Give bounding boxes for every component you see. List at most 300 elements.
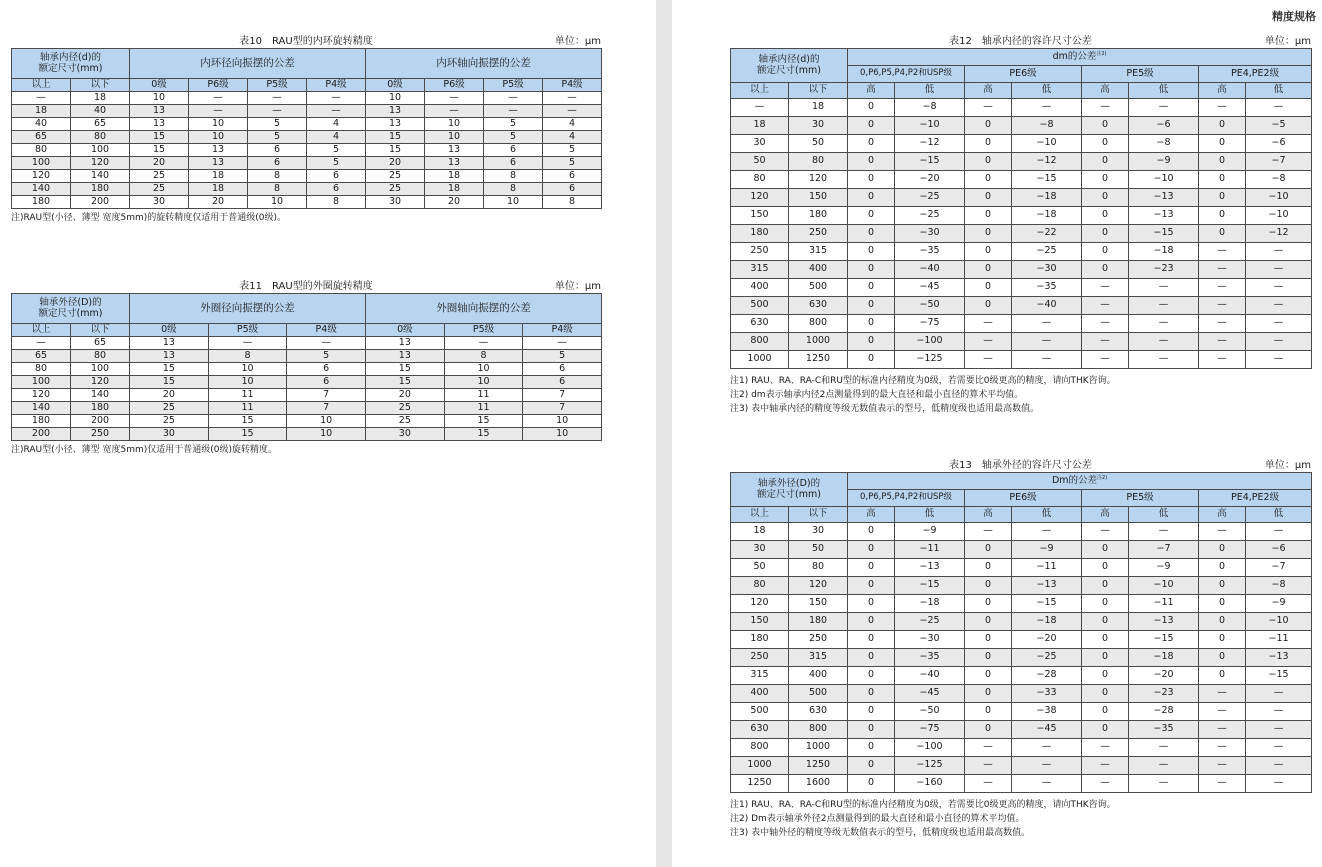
table-cell: 1000 [789, 739, 848, 757]
table-cell: −30 [895, 225, 965, 243]
table-row [731, 207, 1312, 225]
table-cell: 0 [848, 595, 895, 613]
table-cell: 180 [731, 631, 789, 649]
table-cell: −10 [895, 117, 965, 135]
table-cell: 0 [848, 757, 895, 775]
table-cell: — [543, 92, 602, 105]
table13-subheader: 以上 [731, 507, 789, 523]
table-cell: 500 [731, 703, 789, 721]
table-cell: — [1199, 775, 1246, 793]
table-cell: 80 [71, 350, 130, 363]
table-cell: 0 [848, 721, 895, 739]
table-cell: 0 [1199, 667, 1246, 685]
table-cell: −12 [1012, 153, 1082, 171]
table13-subheader: 高 [965, 507, 1012, 523]
table-cell: 315 [731, 261, 789, 279]
table-cell: −50 [895, 703, 965, 721]
table-cell: 0 [848, 667, 895, 685]
table-cell: −33 [1012, 685, 1082, 703]
table-cell: −100 [895, 739, 965, 757]
table-cell: 20 [425, 196, 484, 209]
table-cell: 120 [71, 376, 130, 389]
table13-title: 表13 轴承外径的容许尺寸公差 [949, 460, 1092, 471]
table-cell: — [1199, 297, 1246, 315]
table-cell: 0 [848, 117, 895, 135]
table-row [731, 613, 1312, 631]
table-cell: 13 [130, 118, 189, 131]
table-cell: −20 [1129, 667, 1199, 685]
table-cell: 315 [789, 649, 848, 667]
table-cell: −15 [1129, 225, 1199, 243]
table-cell: — [444, 337, 523, 350]
table-cell: 10 [444, 363, 523, 376]
table12-caption [730, 32, 1311, 45]
table-cell: — [731, 99, 789, 117]
table-cell: 0 [965, 595, 1012, 613]
table-cell: 180 [12, 415, 71, 428]
table13-group-header [848, 473, 1312, 490]
table12-subheader-row [731, 83, 1312, 99]
table-cell: 25 [130, 183, 189, 196]
table-cell: 800 [789, 315, 848, 333]
table-cell: −75 [895, 721, 965, 739]
table-row [731, 351, 1312, 369]
table-cell: — [965, 739, 1012, 757]
table-cell: — [1012, 757, 1082, 775]
table-cell: 0 [1082, 685, 1129, 703]
table-cell: 800 [731, 333, 789, 351]
table-cell: 6 [543, 170, 602, 183]
table-cell: 0 [848, 685, 895, 703]
table-cell: 0 [1082, 631, 1129, 649]
table-cell: −18 [1129, 243, 1199, 261]
table-cell: −160 [895, 775, 965, 793]
table-cell: 13 [366, 118, 425, 131]
table-cell: 630 [731, 315, 789, 333]
table-row [731, 333, 1312, 351]
table-cell: −6 [1246, 135, 1312, 153]
table-cell: — [1012, 315, 1082, 333]
table-cell: 180 [731, 225, 789, 243]
table13-note: 注3) 表中轴外径的精度等级无数值表示的型号，低精度级也适用最高数值。 [730, 828, 1031, 838]
table-cell: 0 [1082, 649, 1129, 667]
table-cell: −15 [1012, 171, 1082, 189]
table-cell: 0 [1082, 613, 1129, 631]
table-cell: 5 [248, 118, 307, 131]
table-cell: 25 [366, 415, 445, 428]
table-cell: −10 [1129, 577, 1199, 595]
table-cell: — [1129, 775, 1199, 793]
table-cell: −13 [1129, 613, 1199, 631]
table-cell: — [1246, 757, 1312, 775]
table-cell: — [287, 337, 366, 350]
table-cell: — [1129, 351, 1199, 369]
table-cell: 13 [189, 157, 248, 170]
table-cell: −35 [1012, 279, 1082, 297]
table10-subheader: P5级 [248, 79, 307, 92]
table-row [731, 685, 1312, 703]
table-cell: −12 [895, 135, 965, 153]
table11-caption [11, 277, 601, 290]
table-cell: −25 [895, 189, 965, 207]
table-cell: 1000 [789, 333, 848, 351]
table-cell: 0 [848, 775, 895, 793]
table-cell: 25 [366, 402, 445, 415]
table-cell: 10 [287, 428, 366, 441]
table-cell: 6 [307, 170, 366, 183]
table-cell: — [1246, 261, 1312, 279]
table13-group-label: Dm的公差 [1051, 474, 1098, 486]
table-cell: −13 [1012, 577, 1082, 595]
table11-subheader: P4级 [523, 324, 602, 337]
table-cell: — [1246, 279, 1312, 297]
table-cell: — [1129, 315, 1199, 333]
table12-subheader: 高 [1199, 83, 1246, 99]
table13-note: 注1) RAU、RA、RA-C和RU型的标准内径精度为0级，若需要比0级更高的精度，请向THK咨询。 [730, 800, 1116, 810]
table-cell: 0 [848, 523, 895, 541]
table-cell: 8 [543, 196, 602, 209]
table13-group-note-ref: 注2) [1097, 474, 1108, 481]
table-cell: — [1246, 99, 1312, 117]
table-cell: — [1199, 703, 1246, 721]
table-cell: 6 [484, 157, 543, 170]
table12-class-header: PE6级 [965, 66, 1082, 83]
table-cell: 100 [71, 144, 130, 157]
table-cell: −11 [1129, 595, 1199, 613]
table-cell: 0 [1199, 135, 1246, 153]
table-cell: −11 [1246, 631, 1312, 649]
table-cell: 0 [965, 613, 1012, 631]
table-cell: 1000 [731, 757, 789, 775]
table-row [731, 757, 1312, 775]
table-cell: 25 [130, 170, 189, 183]
table-cell: — [484, 92, 543, 105]
table-row [12, 92, 602, 105]
table-cell: 0 [1082, 153, 1129, 171]
table-cell: 180 [12, 196, 71, 209]
table-cell: 0 [848, 99, 895, 117]
table-cell: 10 [208, 376, 287, 389]
table13-size-header: 轴承外径(D)的 额定尺寸(mm) [731, 473, 848, 507]
table-cell: 120 [12, 170, 71, 183]
table-cell: 0 [965, 261, 1012, 279]
table-cell: 140 [71, 389, 130, 402]
table-cell: 250 [71, 428, 130, 441]
table-cell: 0 [848, 153, 895, 171]
table-cell: — [1246, 333, 1312, 351]
table10 [11, 48, 602, 209]
table-cell: 6 [307, 183, 366, 196]
table-cell: 0 [1199, 613, 1246, 631]
table-cell: 0 [848, 649, 895, 667]
table-cell: 315 [731, 667, 789, 685]
table-cell: −25 [895, 207, 965, 225]
table-row [731, 99, 1312, 117]
table-cell: 0 [848, 559, 895, 577]
table-cell: 18 [71, 92, 130, 105]
table-cell: −9 [1129, 559, 1199, 577]
table-cell: 120 [71, 157, 130, 170]
table12-title: 表12 轴承内径的容许尺寸公差 [949, 36, 1092, 47]
table-cell: −5 [1246, 117, 1312, 135]
table-cell: — [12, 92, 71, 105]
table-cell: 13 [189, 144, 248, 157]
table-cell: — [1012, 351, 1082, 369]
table-cell: — [1129, 739, 1199, 757]
table10-subheader: P5级 [484, 79, 543, 92]
table-cell: 50 [731, 559, 789, 577]
table-cell: — [1199, 351, 1246, 369]
table-cell: 0 [1199, 225, 1246, 243]
table-cell: 0 [965, 171, 1012, 189]
table-cell: −15 [895, 577, 965, 595]
table12 [730, 48, 1312, 369]
table13-subheader-row [731, 507, 1312, 523]
table-cell: 0 [848, 541, 895, 559]
table-cell: 1600 [789, 775, 848, 793]
table-cell: 0 [1082, 117, 1129, 135]
table-cell: −13 [1129, 207, 1199, 225]
table-cell: — [1012, 333, 1082, 351]
table-cell: 25 [366, 170, 425, 183]
table-cell: −30 [895, 631, 965, 649]
table-cell: 150 [731, 613, 789, 631]
table-row [731, 559, 1312, 577]
table-cell: 1250 [731, 775, 789, 793]
table-cell: 5 [484, 131, 543, 144]
table-cell: 50 [789, 541, 848, 559]
table-cell: −28 [1012, 667, 1082, 685]
table-cell: 20 [366, 157, 425, 170]
table-cell: 4 [543, 131, 602, 144]
table-cell: 6 [287, 376, 366, 389]
table-cell: −10 [1246, 613, 1312, 631]
table-cell: 0 [848, 189, 895, 207]
table-cell: — [1246, 685, 1312, 703]
table11-block [11, 277, 601, 457]
table-cell: — [307, 92, 366, 105]
table-cell: — [1012, 739, 1082, 757]
table-cell: 500 [789, 685, 848, 703]
table-cell: 65 [71, 337, 130, 350]
table-cell: 50 [731, 153, 789, 171]
table-cell: 500 [731, 297, 789, 315]
table-cell: 180 [71, 183, 130, 196]
table-cell: −35 [895, 243, 965, 261]
table-cell: 5 [307, 157, 366, 170]
table10-note: 注)RAU型(小径、薄型 宽度5mm)的旋转精度仅适用于普通级(0级)。 [11, 213, 287, 223]
table-cell: 13 [425, 157, 484, 170]
table-cell: — [248, 92, 307, 105]
table-cell: −15 [1012, 595, 1082, 613]
table-cell: −7 [1246, 559, 1312, 577]
table-cell: 10 [523, 428, 602, 441]
table-cell: 30 [366, 196, 425, 209]
table-cell: 630 [789, 297, 848, 315]
table-cell: 10 [287, 415, 366, 428]
table-cell: −15 [1246, 667, 1312, 685]
table11-subheader: P5级 [444, 324, 523, 337]
table-cell: 25 [366, 183, 425, 196]
table-cell: — [1012, 775, 1082, 793]
table-row [731, 703, 1312, 721]
table12-subheader: 低 [1012, 83, 1082, 99]
table-cell: 15 [444, 428, 523, 441]
table-cell: 0 [1199, 541, 1246, 559]
table-cell: 30 [366, 428, 445, 441]
table12-class-header: PE5级 [1082, 66, 1199, 83]
table-cell: −25 [895, 613, 965, 631]
table-row [731, 189, 1312, 207]
table-cell: 0 [1082, 135, 1129, 153]
table-row [12, 337, 602, 350]
table-cell: 250 [789, 225, 848, 243]
table11-axial-header: 外圈轴向振摆的公差 [366, 294, 602, 324]
table-cell: 0 [965, 207, 1012, 225]
table-cell: — [12, 337, 71, 350]
table-row [731, 649, 1312, 667]
table-cell: 800 [789, 721, 848, 739]
table13-class-header: PE4,PE2级 [1199, 490, 1312, 507]
table-row [731, 721, 1312, 739]
table-cell: 0 [965, 189, 1012, 207]
table-cell: −8 [1012, 117, 1082, 135]
table-cell: 80 [71, 131, 130, 144]
table-cell: 250 [731, 243, 789, 261]
table-cell: — [1082, 351, 1129, 369]
table-row [731, 739, 1312, 757]
table-row [731, 279, 1312, 297]
table-cell: 50 [789, 135, 848, 153]
table-cell: 6 [248, 144, 307, 157]
table-cell: 15 [130, 131, 189, 144]
table-cell: 10 [425, 118, 484, 131]
table-cell: −9 [1012, 541, 1082, 559]
table-cell: −40 [895, 667, 965, 685]
table-row [731, 117, 1312, 135]
table-cell: — [1246, 523, 1312, 541]
table10-unit: 单位：μm [554, 36, 601, 47]
table-cell: — [1082, 523, 1129, 541]
table12-notes [730, 374, 1311, 416]
table-row [12, 389, 602, 402]
table11-subheader: P4级 [287, 324, 366, 337]
table-cell: −18 [1129, 649, 1199, 667]
table-cell: 7 [523, 402, 602, 415]
table-cell: 7 [523, 389, 602, 402]
table-row [12, 428, 602, 441]
table-cell: 15 [208, 415, 287, 428]
table-cell: — [307, 105, 366, 118]
table-cell: 315 [789, 243, 848, 261]
table-row [731, 775, 1312, 793]
table-cell: 0 [1199, 207, 1246, 225]
table10-subheader: P4级 [307, 79, 366, 92]
table-cell: 0 [848, 315, 895, 333]
table-cell: 0 [1082, 559, 1129, 577]
table-cell: −125 [895, 351, 965, 369]
table-cell: 120 [789, 577, 848, 595]
table-cell: 0 [1082, 703, 1129, 721]
table10-caption [11, 32, 601, 45]
table-cell: 250 [789, 631, 848, 649]
table12-block [730, 32, 1311, 416]
table-cell: — [1129, 757, 1199, 775]
table-cell: — [208, 337, 287, 350]
table11-subheader: 0级 [366, 324, 445, 337]
table-cell: 30 [130, 196, 189, 209]
table-cell: — [1246, 775, 1312, 793]
table-cell: 13 [130, 105, 189, 118]
table-cell: −40 [895, 261, 965, 279]
table-cell: 0 [965, 577, 1012, 595]
table-cell: — [1012, 523, 1082, 541]
table13-note: 注2) Dm表示轴承外径2点测量得到的最大直径和最小直径的算术平均值。 [730, 814, 1025, 824]
table10-subheader: P6级 [425, 79, 484, 92]
table-row [12, 144, 602, 157]
table-cell: −18 [895, 595, 965, 613]
table-cell: 0 [965, 243, 1012, 261]
table12-group-note-ref: 注2) [1096, 50, 1107, 57]
table-row [731, 171, 1312, 189]
table-cell: 100 [12, 376, 71, 389]
table-cell: 120 [12, 389, 71, 402]
table-cell: — [1246, 739, 1312, 757]
table-cell: 40 [71, 105, 130, 118]
table11-radial-header: 外圈径向振摆的公差 [130, 294, 366, 324]
table-cell: 10 [523, 415, 602, 428]
table-cell: −10 [1012, 135, 1082, 153]
table-row [731, 631, 1312, 649]
table-cell: 5 [307, 144, 366, 157]
table-cell: −28 [1129, 703, 1199, 721]
table-cell: −45 [895, 279, 965, 297]
table-cell: 0 [965, 541, 1012, 559]
table-cell: — [1246, 315, 1312, 333]
table10-subheader: 以上 [12, 79, 71, 92]
table-cell: −50 [895, 297, 965, 315]
table-cell: 0 [965, 667, 1012, 685]
section-label: 精度规格 [1272, 10, 1316, 23]
table-cell: −20 [1012, 631, 1082, 649]
table-cell: 0 [1082, 577, 1129, 595]
table-cell: 630 [731, 721, 789, 739]
table-cell: — [1199, 757, 1246, 775]
table-cell: — [1082, 99, 1129, 117]
table-cell: 0 [965, 703, 1012, 721]
table-cell: 0 [965, 631, 1012, 649]
table-cell: — [425, 105, 484, 118]
table-cell: — [965, 775, 1012, 793]
table11-title: 表11 RAU型的外圈旋转精度 [239, 281, 373, 292]
table-row [731, 315, 1312, 333]
table-cell: 15 [130, 144, 189, 157]
table-cell: 10 [189, 131, 248, 144]
table-cell: — [1199, 99, 1246, 117]
table-cell: 0 [1082, 189, 1129, 207]
table-cell: 180 [789, 207, 848, 225]
table10-title: 表10 RAU型的内环旋转精度 [239, 36, 373, 47]
table-cell: −25 [1012, 649, 1082, 667]
table13-body [731, 523, 1312, 793]
table12-note: 注2) dm表示轴承内径2点测量得到的最大直径和最小直径的算术平均值。 [730, 390, 1024, 400]
table-cell: 0 [1082, 225, 1129, 243]
table-cell: 120 [789, 171, 848, 189]
table10-block [11, 32, 601, 225]
table-cell: — [1082, 315, 1129, 333]
table10-subheader-row [12, 79, 602, 92]
table-cell: 18 [425, 183, 484, 196]
